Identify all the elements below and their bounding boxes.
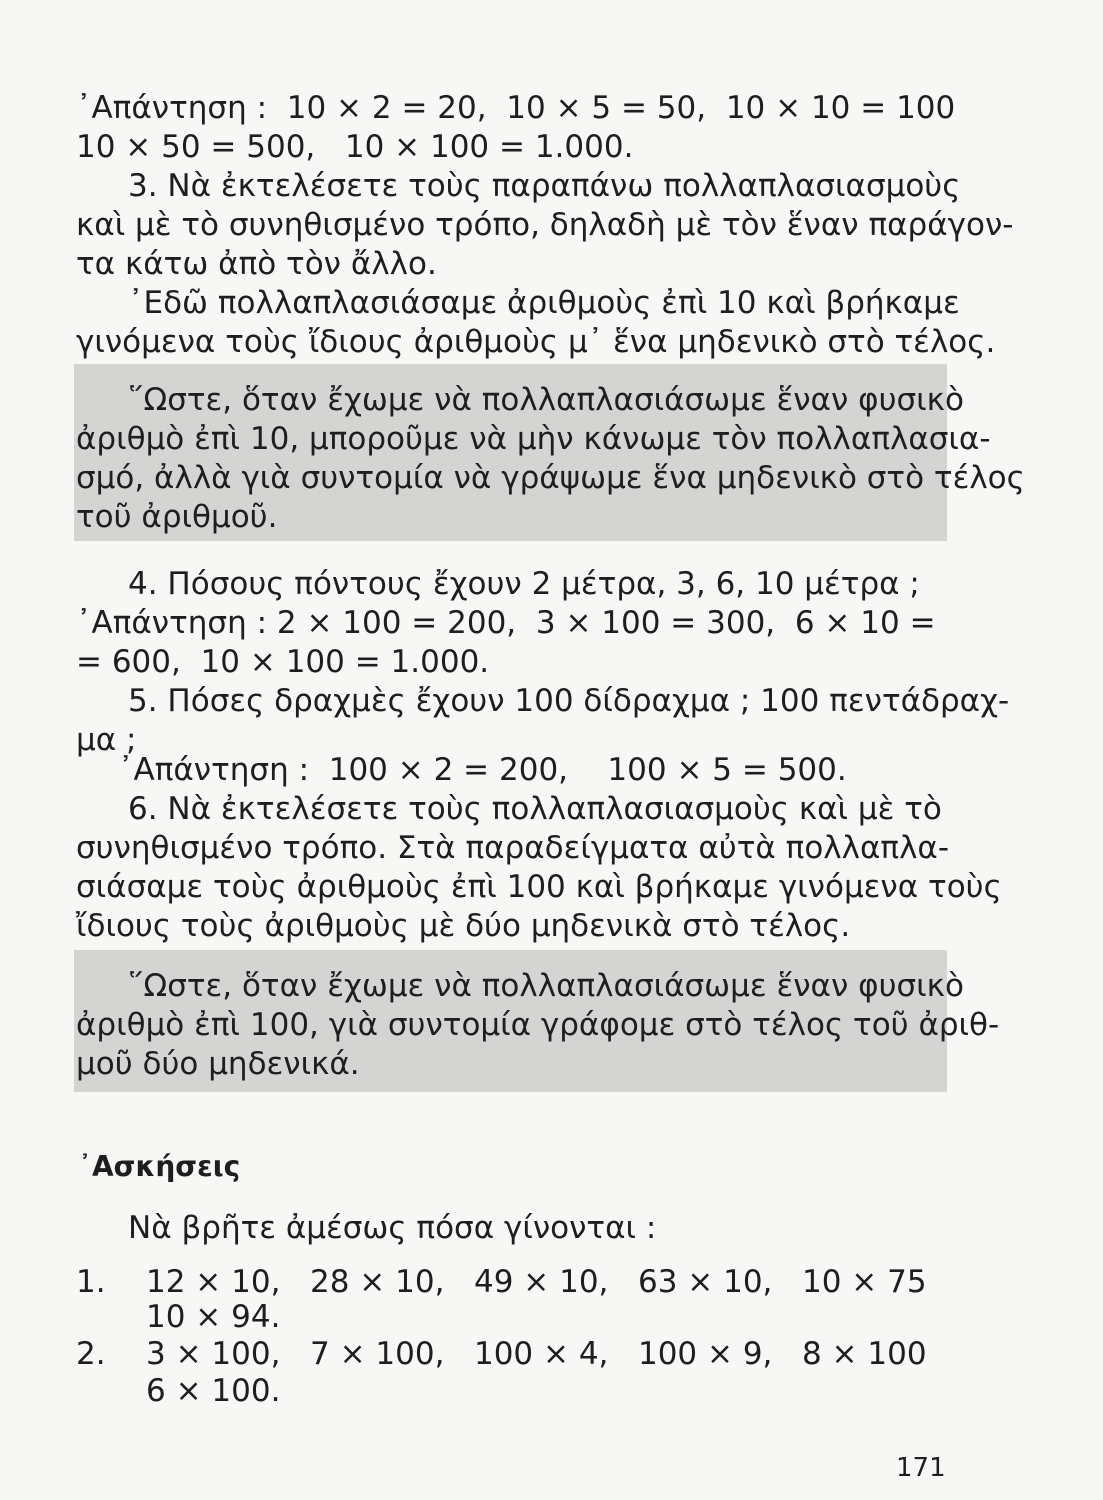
exercise-3-line-2: καὶ μὲ τὸ συνηθισμένο τρόπο, δηλαδὴ μὲ τὸν ἕναν παράγον- (76, 207, 1014, 243)
exercise-item-number: 1. (76, 1264, 106, 1300)
rule-1-line-4: τοῦ ἀριθμοῦ. (76, 499, 278, 535)
exercise-6-line-1: 6. Νὰ ἐκτελέσετε τοὺς πολλαπλασιασμοὺς καὶ μὲ τὸ (128, 791, 942, 827)
rule-1-line-2: ἀριθμὸ ἐπὶ 10, μποροῦμε νὰ μὴν κάνωμε τὸν πολλαπλασια- (76, 421, 991, 457)
exercise-4-question: 4. Πόσους πόντους ἔχουν 2 μέτρα, 3, 6, 10 μέτρα ; (128, 566, 920, 602)
observation-line-1: ᾿Εδῶ πολλαπλασιάσαμε ἀριθμοὺς ἐπὶ 10 καὶ βρήκαμε (128, 285, 960, 321)
exercises-heading: ᾿Ασκήσεις (78, 1150, 241, 1183)
rule-2-line-2: ἀριθμὸ ἐπὶ 100, γιὰ συντομία γράφομε στὸ τέλος τοῦ ἀριθ- (76, 1007, 1000, 1043)
exercise-5-question-line-1: 5. Πόσες δραχμὲς ἔχουν 100 δίδραχμα ; 100 πεντάδραχ- (128, 683, 1010, 719)
exercise-3-line-3: τα κάτω ἀπὸ τὸν ἄλλο. (76, 246, 437, 282)
exercise-3-line-1: 3. Νὰ ἐκτελέσετε τοὺς παραπάνω πολλαπλασιασμοὺς (128, 168, 961, 204)
exercise-6-line-2: συνηθισμένο τρόπο. Στὰ παραδείγματα αὐτὰ πολλαπλα- (76, 830, 950, 866)
page-number: 171 (896, 1453, 946, 1483)
exercise-5-question-line-2: μα ; (76, 722, 137, 758)
rule-1-line-3: σμό, ἀλλὰ γιὰ συντομία νὰ γράψωμε ἕνα μηδενικὸ στὸ τέλος (76, 460, 1025, 496)
exercise-4-answer-line-2: = 600, 10 × 100 = 1.000. (76, 644, 490, 680)
exercise-item-1-line-1: 12 × 10, 28 × 10, 49 × 10, 63 × 10, 10 × 75 (146, 1264, 927, 1300)
exercises-instruction: Νὰ βρῆτε ἀμέσως πόσα γίνονται : (128, 1210, 657, 1246)
exercise-item-2-line-2: 6 × 100. (146, 1373, 281, 1409)
rule-2-line-1: ῞Ωστε, ὅταν ἔχωμε νὰ πολλαπλασιάσωμε ἕναν φυσικὸ (128, 968, 964, 1004)
rule-2-line-3: μοῦ δύο μηδενικά. (76, 1046, 360, 1082)
answer-line-2: 10 × 50 = 500, 10 × 100 = 1.000. (76, 129, 634, 165)
exercise-5-answer: ᾿Απάντηση : 100 × 2 = 200, 100 × 5 = 500. (118, 752, 847, 788)
exercise-6-line-4: ἴδιους τοὺς ἀριθμοὺς μὲ δύο μηδενικὰ στὸ τέλος. (76, 908, 851, 944)
exercise-6-line-3: σιάσαμε τοὺς ἀριθμοὺς ἐπὶ 100 καὶ βρήκαμε γινόμενα τοὺς (76, 869, 1002, 905)
rule-1-line-1: ῞Ωστε, ὅταν ἔχωμε νὰ πολλαπλασιάσωμε ἕναν φυσικὸ (128, 382, 964, 418)
answer-line-1: ᾿Απάντηση : 10 × 2 = 20, 10 × 5 = 50, 10 × 10 = 100 (76, 90, 956, 126)
exercise-item-number: 2. (76, 1336, 106, 1372)
observation-line-2: γινόμενα τοὺς ἴδιους ἀριθμοὺς μ᾿ ἕνα μηδενικὸ στὸ τέλος. (76, 324, 996, 360)
exercise-item-2-line-1: 3 × 100, 7 × 100, 100 × 4, 100 × 9, 8 × 100 (146, 1336, 927, 1372)
exercise-item-1-line-2: 10 × 94. (146, 1299, 281, 1335)
exercise-4-answer-line-1: ᾿Απάντηση : 2 × 100 = 200, 3 × 100 = 300, 6 × 10 = (76, 605, 936, 641)
